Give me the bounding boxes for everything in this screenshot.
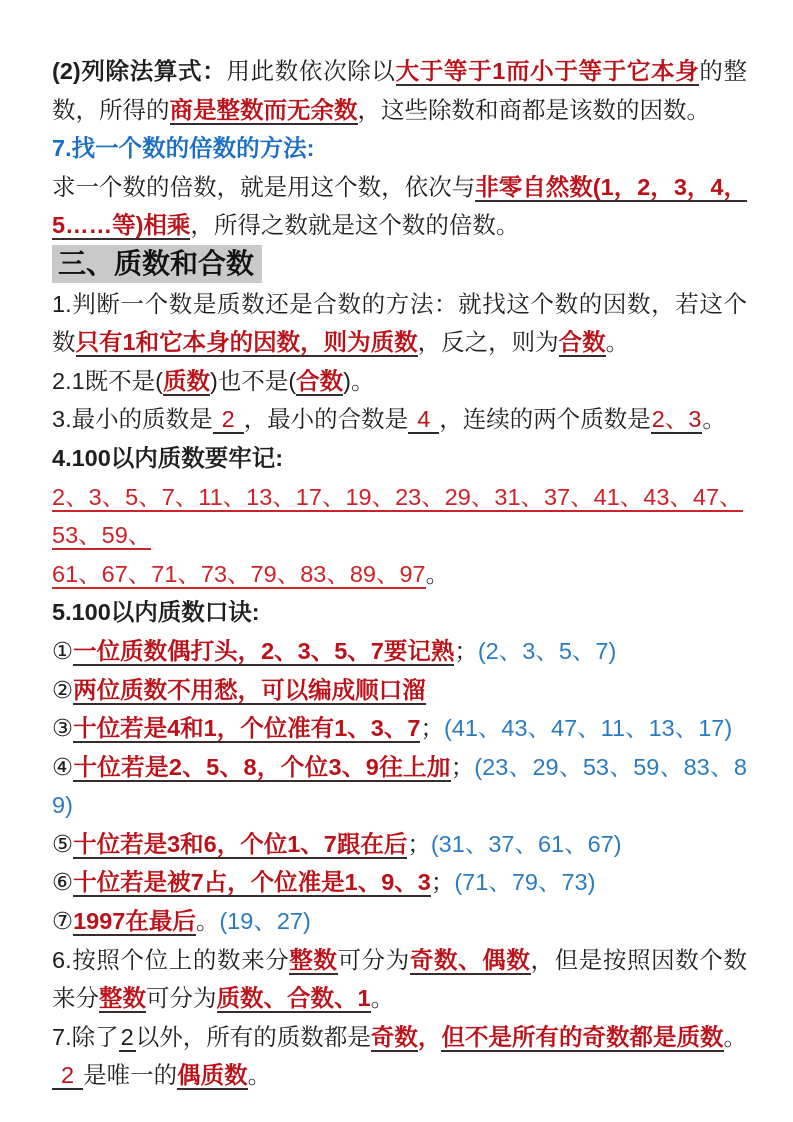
heading-find-multiples-method <box>52 129 747 168</box>
text-run: ，所得之数就是这个数的倍数。 <box>190 212 520 239</box>
text-run: 三、质数和合数 <box>52 245 262 283</box>
paragraph-prime-list-line1 <box>52 478 747 517</box>
text-run: ，这些除数和商都是该数的因数。 <box>357 96 710 123</box>
paragraph-mnemonic-5 <box>52 825 747 864</box>
text-run: 6.按照个位上的数来分 <box>52 946 290 973</box>
text-run: 只有1和它本身的因数，则为质数 <box>75 329 418 356</box>
section-heading-primes-and-composites <box>52 245 747 285</box>
text-run: 整数 <box>99 985 146 1012</box>
text-run: 5.100以内质数口诀: <box>52 599 260 626</box>
text-run: 以外，所有的质数都是 <box>135 1023 371 1050</box>
text-run: 53、59、 <box>52 522 152 549</box>
paragraph-prime-list-line2 <box>52 516 747 555</box>
text-run: 2、3 <box>651 406 702 433</box>
text-run: ① <box>52 637 74 664</box>
paragraph-mnemonic-2 <box>52 671 747 710</box>
text-run: 4.100以内质数要牢记: <box>52 444 284 471</box>
text-run: (31、37、61、67) <box>430 830 622 857</box>
paragraph-mnemonic-6 <box>52 863 747 902</box>
text-run: ，最小的合数是 <box>243 406 409 433</box>
text-run: 一位质数偶打头，2、3、5、7要记熟 <box>73 637 455 664</box>
text-run: 但不是所有的奇数都是质数 <box>441 1023 724 1050</box>
text-run: ④ <box>52 753 74 780</box>
text-run: ，但是按照因数个数来分 <box>52 946 748 1012</box>
text-run: 2.1既不是( <box>52 367 163 394</box>
text-run: 。 <box>247 1062 272 1089</box>
text-run: 用此数依次除以 <box>226 58 396 84</box>
text-run: 合数 <box>296 367 344 394</box>
text-run: 偶质数 <box>177 1062 248 1089</box>
text-run: 。 <box>195 908 220 935</box>
paragraph-division-method <box>52 52 747 129</box>
text-run: ； <box>407 830 431 857</box>
text-run: (19、27) <box>219 908 311 935</box>
text-run: 可分为 <box>337 946 410 973</box>
paragraph-find-multiples <box>52 168 747 245</box>
paragraph-mnemonic-3 <box>52 709 747 748</box>
text-run: (2、3、5、7) <box>477 637 617 664</box>
text-run: ； <box>454 637 478 664</box>
text-run: ⑤ <box>52 830 74 857</box>
text-run: 十位若是2、5、8，个位3、9往上加 <box>73 753 451 780</box>
text-run: )。 <box>343 367 375 394</box>
text-run: 合数 <box>558 329 606 356</box>
text-run: 。 <box>723 1023 748 1050</box>
text-run: 。 <box>605 329 630 356</box>
text-run: ，连续的两个质数是 <box>439 406 651 433</box>
text-run: )也不是( <box>210 367 297 394</box>
text-run: 4 <box>408 406 439 434</box>
text-run: ⑥ <box>52 869 74 896</box>
text-run: 。 <box>370 985 395 1012</box>
text-run: ； <box>420 715 444 742</box>
text-run: 可分为 <box>146 985 217 1012</box>
text-run: (23、29、53、59、83、89) <box>52 753 747 819</box>
text-run: 十位若是3和6，个位1、7跟在后 <box>73 830 408 857</box>
document-body <box>52 52 747 1095</box>
text-run: (41、43、47、11、13、17) <box>443 715 733 742</box>
heading-primes-within-100 <box>52 439 747 478</box>
text-run: 奇数 <box>370 1023 418 1050</box>
text-run: 61、67、71、73、79、83、89、97 <box>52 560 426 587</box>
text-run: 商是整数而无余数 <box>169 96 358 123</box>
text-run: ，反之，则为 <box>417 329 559 356</box>
text-run: 1997在最后 <box>73 908 196 935</box>
paragraph-mnemonic-1 <box>52 632 747 671</box>
heading-prime-mnemonic <box>52 593 747 632</box>
text-run: 7.找一个数的倍数的方法: <box>52 135 315 162</box>
text-run: 质数 <box>163 367 210 394</box>
text-run: 3.最小的质数是 <box>52 406 213 433</box>
text-run: 7.除了 <box>52 1023 119 1050</box>
text-run: 2、3、5、7、11、13、17、19、23、29、31、37、41、43、47、 <box>52 483 743 510</box>
text-run: ， <box>417 1023 442 1050</box>
paragraph-judge-prime-or-composite <box>52 285 747 362</box>
text-run: 非零自然数(1，2，3，4，5……等)相乘 <box>52 173 747 239</box>
text-run: ③ <box>52 715 74 742</box>
text-run: ② <box>52 676 74 703</box>
text-run: 2 <box>213 406 244 434</box>
text-run: 求一个数的倍数，就是用这个数，依次与 <box>52 173 476 200</box>
text-run: 。 <box>425 560 450 587</box>
text-run: (71、79、73) <box>454 869 596 896</box>
paragraph-classification <box>52 941 747 1018</box>
text-run: 2 <box>120 1023 134 1050</box>
text-run: 质数、合数、1 <box>216 985 371 1012</box>
paragraph-one-neither <box>52 362 747 401</box>
text-run: 的整数，所得的 <box>52 58 747 123</box>
paragraph-mnemonic-7 <box>52 902 747 941</box>
paragraph-mnemonic-4 <box>52 748 747 825</box>
text-run: 。 <box>702 406 726 433</box>
text-run: 2 <box>52 1062 83 1090</box>
text-run: 1.判断一个数是质数还是合数的方法：就找这个数的因数，若这个数 <box>52 290 747 356</box>
text-run: 整数 <box>289 946 338 973</box>
paragraph-smallest-prime-composite <box>52 400 747 439</box>
text-run: ； <box>450 753 475 780</box>
text-run: 十位若是4和1，个位准有1、3、7 <box>73 715 421 742</box>
text-run: ⑦ <box>52 908 74 935</box>
text-run: ； <box>430 869 455 896</box>
paragraph-two-only-even-prime <box>52 1018 747 1095</box>
paragraph-prime-list-line3 <box>52 555 747 594</box>
text-run: 两位质数不用愁，可以编成顺口溜 <box>73 676 426 703</box>
text-run: 十位若是被7占，个位准是1、9、3 <box>73 869 431 896</box>
text-run: 奇数、偶数 <box>409 946 531 973</box>
text-run: 大于等于1而小于等于它本身 <box>395 58 700 84</box>
text-run: 是唯一的 <box>83 1062 178 1089</box>
text-run: (2)列除法算式： <box>52 58 227 84</box>
